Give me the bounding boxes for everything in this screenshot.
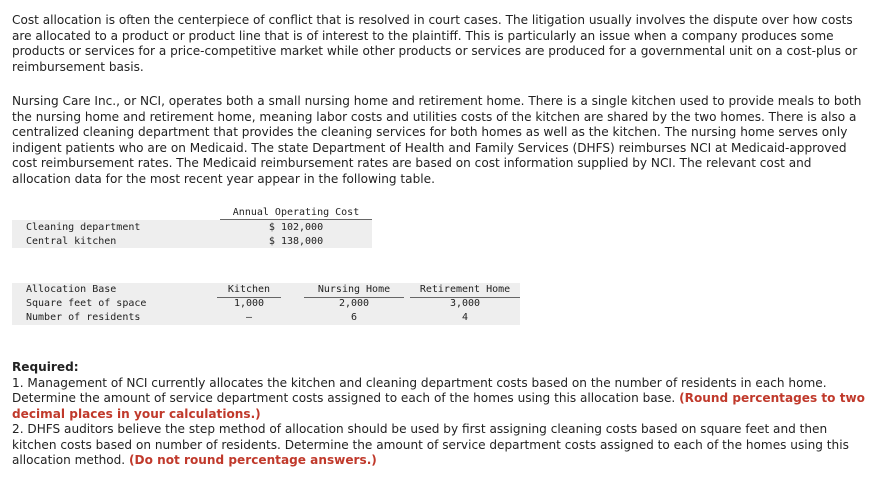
intro-paragraph-1: Cost allocation is often the centerpiece of conflict that is resolved in court cases. The litigation usually involves the dispute over how costs are allocated to a product or product line that is of interest to the plaintiff. This is particularly an issue when a company produces some products or services for a price-competitive market while other products or services are produced for a governmental unit on a cost-plus or reimbursement basis. bbox=[12, 13, 858, 74]
required-heading: Required: bbox=[12, 360, 79, 374]
rounding-note-2: (Do not round percentage answers.) bbox=[129, 453, 377, 467]
row-label-residents: Number of residents bbox=[26, 312, 141, 323]
row-label-cleaning: Cleaning department bbox=[26, 222, 141, 233]
column-header-allocation-base: Allocation Base bbox=[26, 284, 117, 295]
row-label-square-feet: Square feet of space bbox=[26, 298, 147, 309]
cell-nursing-square-feet: 2,000 bbox=[338, 298, 370, 309]
column-header-kitchen: Kitchen bbox=[227, 284, 271, 295]
operating-cost-table bbox=[12, 204, 372, 252]
required-item-1-text: 1. Management of NCI currently allocates the kitchen and cleaning department costs based on the number of residents in each home. Determine the amount of service department costs assigned to each of the homes using this allocation base. bbox=[12, 375, 827, 405]
rounding-note-1: (Round percentages to two decimal places in your calculations.) bbox=[12, 391, 865, 421]
allocation-base-table bbox=[12, 281, 520, 327]
row-label-kitchen: Central kitchen bbox=[26, 236, 117, 247]
column-header-retirement-home: Retirement Home bbox=[419, 284, 511, 295]
column-header-operating-cost: Annual Operating Cost bbox=[232, 207, 360, 218]
intro-paragraph-2: Nursing Care Inc., or NCI, operates both a small nursing home and retirement home. There is a single kitchen used to provide meals to both the nursing home and retirement home, meaning labor costs and utilities costs of the kitchen are shared by the two homes. There is also a centralized cleaning department that provides the cleaning services for both homes as well as the kitchen. The nursing home serves only indigent patients who are on Medicaid. The state Department of Health and Family Services (DHFS) reimburses NCI at Medicaid-approved cost reimbursement rates. The Medicaid reimbursement rates are based on cost information supplied by NCI. The relevant cost and allocation data for the most recent year appear in the following table. bbox=[12, 94, 862, 186]
value-cleaning-cost: $ 102,000 bbox=[268, 222, 324, 233]
required-item-2 bbox=[12, 422, 870, 469]
cell-kitchen-residents: – bbox=[245, 312, 253, 323]
value-kitchen-cost: $ 138,000 bbox=[268, 236, 324, 247]
required-item-1 bbox=[12, 376, 870, 423]
cell-kitchen-square-feet: 1,000 bbox=[233, 298, 265, 309]
cell-nursing-residents: 6 bbox=[350, 312, 358, 323]
required-section bbox=[12, 360, 870, 469]
column-header-nursing-home: Nursing Home bbox=[317, 284, 391, 295]
required-item-2-text: 2. DHFS auditors believe the step method of allocation should be used by first assigning cleaning costs based on square feet and then kitchen costs based on number of residents. Determine the amount of service department costs assigned to each of the homes using this allocation method. bbox=[12, 422, 849, 467]
cell-retirement-residents: 4 bbox=[461, 312, 469, 323]
cell-retirement-square-feet: 3,000 bbox=[449, 298, 481, 309]
